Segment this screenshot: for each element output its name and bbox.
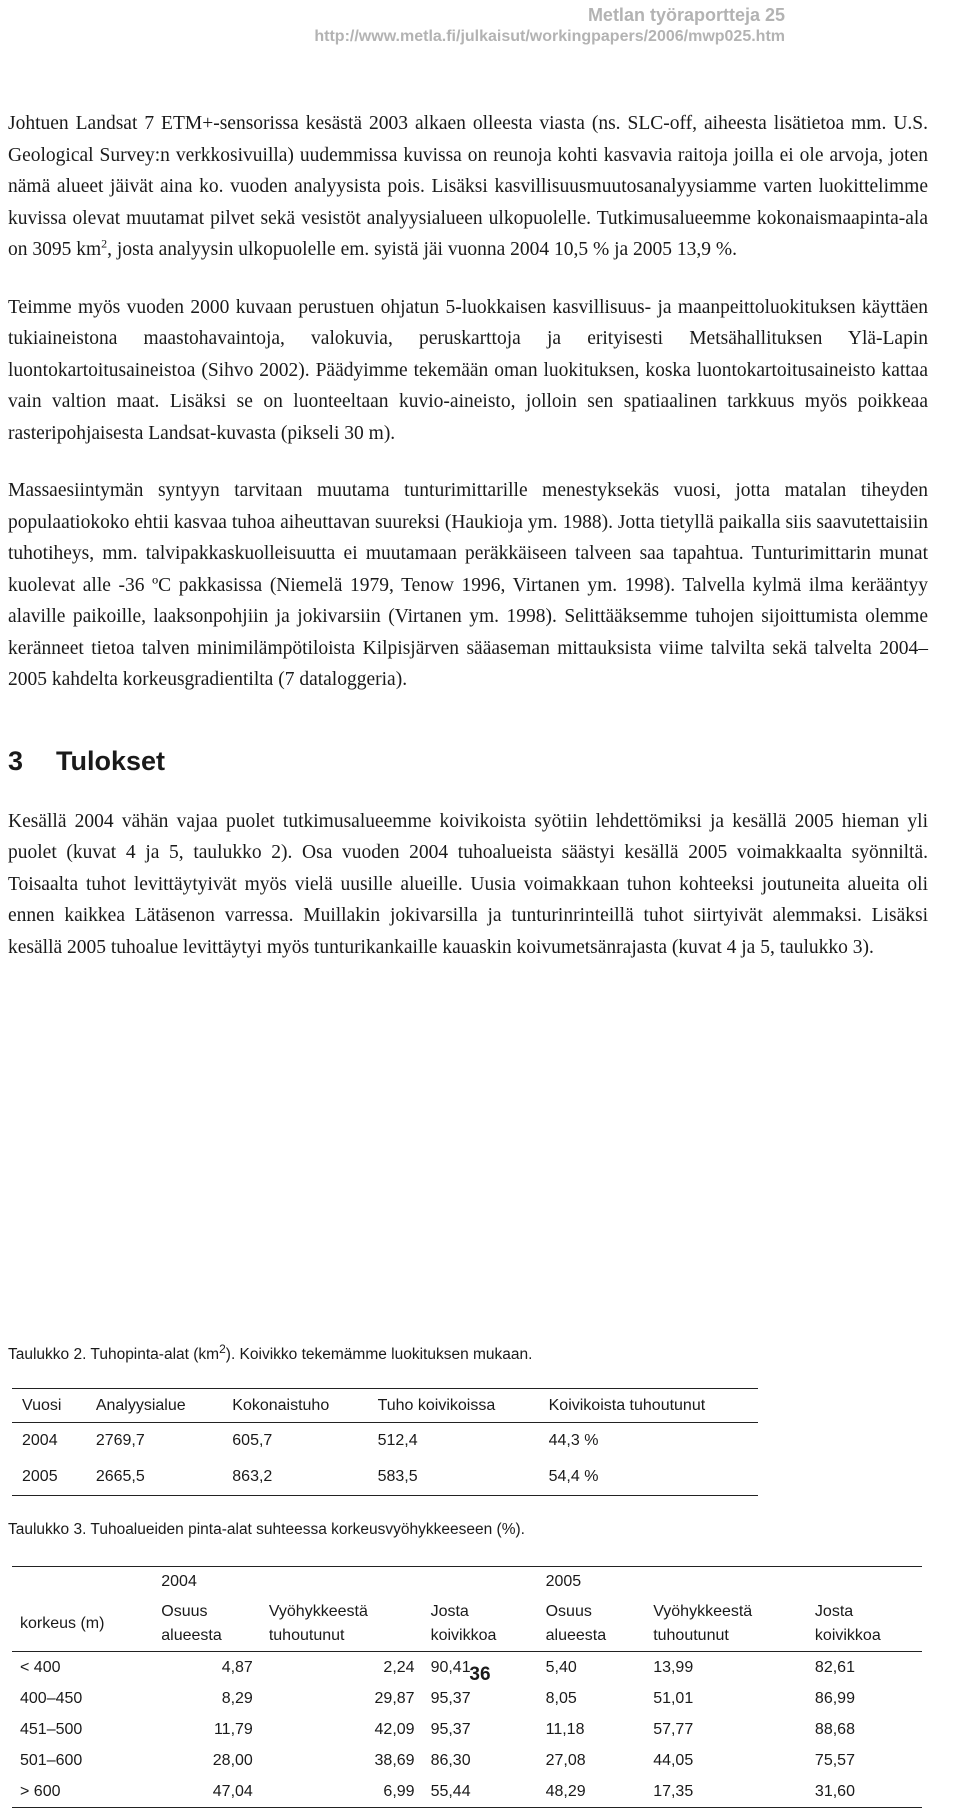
table-cell: 55,44	[423, 1776, 538, 1808]
year-row	[12, 1567, 922, 1598]
page-number: 36	[469, 1664, 491, 1685]
table2-caption-post: ). Koivikko tekemämme luokituksen mukaan.	[225, 1346, 533, 1363]
table-cell: 17,35	[645, 1776, 807, 1808]
table-cell: 4,87	[221, 1658, 253, 1676]
table-cell: 44,05	[653, 1751, 694, 1769]
table-cell: 75,57	[814, 1751, 855, 1769]
table-header-cell	[807, 1597, 922, 1652]
table-header-cell	[538, 1597, 646, 1652]
paragraph-classification: Teimme myös vuoden 2000 kuvaan perustuen ohjatun 5-luokkaisen kasvillisuus- ja maanpeittoluokituksen käyttäen tukiaineistona maastohavaintoja, valokuvia, peruskarttoja ja erityisesti Metsähallituksen Ylä-Lapin luontokartoitusaineistoa (Sihvo 2002). Päädyimme tekemään oman luokituksen, koska luontokartoitusaineisto kattaa vain valtion maat. Lisäksi se on luonteeltaan kuvio-aineisto, jolloin sen spatiaalinen tarkkuus myös poikkeaa rasteripohjaisesta Landsat-kuvasta (pikseli 30 m).	[8, 296, 928, 444]
paragraph-landsat	[8, 108, 928, 266]
header-line: Osuus	[161, 1603, 208, 1620]
table-cell: 13,99	[653, 1658, 694, 1676]
table-cell: 583,5	[368, 1459, 539, 1496]
table-cell: 512,4	[377, 1432, 418, 1449]
header-line: Josta	[430, 1603, 469, 1620]
series-title: Metlan työraportteja 25	[587, 5, 785, 25]
table-cell: 31,60	[807, 1776, 922, 1808]
table-header-cell	[261, 1597, 423, 1652]
table-cell: 2769,7	[95, 1432, 145, 1449]
table-cell: 90,41	[430, 1658, 471, 1676]
header-url[interactable]: http://www.metla.fi/julkaisut/workingpapers/2006/mwp025.htm	[314, 28, 785, 45]
table-cell: 47,04	[153, 1776, 261, 1808]
table-cell: 51,01	[653, 1689, 694, 1707]
table-header-cell	[423, 1597, 538, 1652]
superscript: 2	[101, 236, 108, 251]
table-header-cell: Kokonaistuho	[222, 1389, 367, 1423]
table-3	[12, 1566, 922, 1808]
table-cell: 2005	[12, 1459, 86, 1496]
year-2005: 2005	[538, 1567, 922, 1598]
table-cell: 88,68	[814, 1720, 855, 1738]
table-header-cell: Vuosi	[12, 1389, 86, 1423]
table2-caption-sup: 2	[219, 1341, 226, 1356]
table-cell: 57,77	[653, 1720, 694, 1738]
table-cell: 27,08	[545, 1751, 586, 1769]
running-header	[314, 4, 785, 48]
blank-cell	[12, 1567, 153, 1598]
table-cell: 2665,5	[86, 1459, 222, 1496]
table-cell: 6,99	[261, 1776, 423, 1808]
table-2	[12, 1388, 758, 1496]
table-cell: 2004	[22, 1432, 58, 1449]
table-cell: 95,37	[430, 1720, 471, 1738]
table-cell: 11,18	[545, 1720, 585, 1738]
paragraph-results: Kesällä 2004 vähän vajaa puolet tutkimusalueemme koivikoista syötiin lehdettömiksi ja kesällä 2005 hieman yli puolet (kuvat 4 ja 5, taulukko 2). Osa vuoden 2004 tuhoalueista säästyi kesällä 2005 voimakkaalta syönniltä. Toisaalta tuhot levittäytyivät myös vielä uusille alueille. Uusia voimakkaan tuhon kohteeksi joutuneita alueita oli ennen kaikkea Lätäsenon varressa. Muillakin jokivarsilla ja tunturinrinteillä tuhot siirtyivät alemmaksi. Lisäksi kesällä 2005 tuhoalue levittäytyi myös tunturikankaille kauaskin koivumetsänrajasta (kuvat 4 ja 5, taulukko 3).	[8, 810, 928, 958]
table-header-cell: Tuho koivikoissa	[368, 1389, 539, 1423]
row-header-label: korkeus (m)	[12, 1597, 153, 1652]
table-cell: 863,2	[222, 1459, 367, 1496]
table-cell: > 600	[12, 1776, 153, 1808]
table-cell: 400–450	[20, 1689, 83, 1707]
section-title: Tulokset	[56, 745, 166, 776]
table-cell: 8,29	[221, 1689, 253, 1707]
table-cell: 44,3 %	[548, 1432, 599, 1449]
header-line: tuhoutunut	[268, 1627, 345, 1644]
header-line: tuhoutunut	[653, 1627, 729, 1644]
table-cell: 501–600	[20, 1751, 83, 1769]
header-line: Vyöhykkeestä	[268, 1603, 368, 1620]
table-row	[12, 1459, 758, 1496]
table-cell: < 400	[20, 1658, 61, 1676]
table-cell: 95,37	[430, 1689, 471, 1707]
table2-caption-pre: Taulukko 2. Tuhopinta-alat (km	[8, 1346, 220, 1363]
table-cell: 451–500	[20, 1720, 83, 1738]
table-cell: 29,87	[374, 1689, 415, 1707]
table-header-row	[12, 1389, 758, 1423]
table-cell: 54,4 %	[539, 1459, 758, 1496]
paragraph-mass-outbreak: Massaesiintymän syntyyn tarvitaan muutama tunturimittarille menestyksekäs vuosi, jotta matalan tiheyden populaatiokoko ehtii kasvaa tuhoa aiheuttavan suureksi (Haukioja ym. 1988). Jotta tietyllä paikalla siis saavutettaisiin tuhotiheys, mm. talvipakkaskuolleisuutta ei muutamaan peräkkäiseen talveen saa tapahtua. Tunturimittarin munat kuolevat alle -36 ºC pakkasissa (Niemelä 1979, Tenow 1996, Virtanen ym. 1998). Talvella kylmä ilma kerääntyy alaville paikoille, laaksonpohjiin ja jokivarsiin (Virtanen ym. 1998). Selittääksemme tuhojen sijoittumista olemme keränneet tietoa talven minimilämpötiloista Kilpisjärven sääaseman mittauksista viime talvilta sekä talvelta 2004–2005 kahdelta korkeusgradientilta (7 dataloggeria).	[8, 480, 928, 690]
table-row	[12, 1745, 922, 1776]
table-cell: 82,61	[814, 1658, 855, 1676]
table-cell: 5,40	[545, 1658, 577, 1676]
table-cell: 2,24	[383, 1658, 415, 1676]
table-cell: 86,99	[814, 1689, 855, 1707]
paragraph-landsat-text: Johtuen Landsat 7 ETM+-sensorissa kesästä 2003 alkaen olleesta viasta (ns. SLC-off, aiheesta lisätietoa mm. U.S. Geological Survey:n verkkosivuilla) uudemmissa kuvissa on reunoja kohti kasvavia raitoja joilla ei ole arvoja, joten nämä alueet jäivät aina ko. vuoden analyysista pois. Lisäksi kasvillisuusmuutosanalyysiamme varten luokittelimme kuvissa olevat muutamat pilvet sekä vesistöt analyysialueen ulkopuolelle. Tutkimusalueemme kokonaismaapinta-ala on 3095 km	[8, 113, 928, 260]
table-cell: 86,30	[430, 1751, 471, 1769]
year-2004: 2004	[153, 1567, 537, 1598]
section-heading	[8, 744, 928, 778]
table-row	[12, 1683, 922, 1714]
table-cell: 42,09	[374, 1720, 415, 1738]
paragraph-landsat-tail: , josta analyysin ulkopuolelle em. syistä jäi vuonna 2004 10,5 % ja 2005 13,9 %.	[107, 239, 738, 260]
header-line: alueesta	[545, 1627, 607, 1644]
page-body	[8, 108, 928, 989]
table-cell: 28,00	[212, 1751, 253, 1769]
table-cell: 8,05	[545, 1689, 577, 1707]
table-header-cell	[645, 1597, 807, 1652]
table-header-cell	[153, 1597, 261, 1652]
header-line: Osuus	[545, 1603, 592, 1620]
table-cell: 605,7	[232, 1432, 273, 1449]
section-number: 3	[8, 745, 24, 776]
table-header-cell: Koivikoista tuhoutunut	[539, 1389, 758, 1423]
table-header-row	[12, 1597, 922, 1652]
table-cell: 11,79	[213, 1720, 253, 1738]
header-line: koivikkoa	[814, 1627, 881, 1644]
table2-caption	[8, 1341, 533, 1365]
header-line: Josta	[814, 1603, 854, 1620]
table-row	[12, 1714, 922, 1745]
table-row	[12, 1776, 922, 1808]
table3-caption: Taulukko 3. Tuhoalueiden pinta-alat suhteessa korkeusvyöhykkeeseen (%).	[8, 1521, 525, 1538]
table-header-cell: Analyysialue	[86, 1389, 222, 1423]
table-cell: 48,29	[538, 1776, 646, 1808]
header-line: koivikkoa	[430, 1627, 497, 1644]
table-row	[12, 1423, 758, 1460]
table-cell: 38,69	[374, 1751, 415, 1769]
header-line: alueesta	[161, 1627, 222, 1644]
header-line: Vyöhykkeestä	[653, 1603, 753, 1620]
